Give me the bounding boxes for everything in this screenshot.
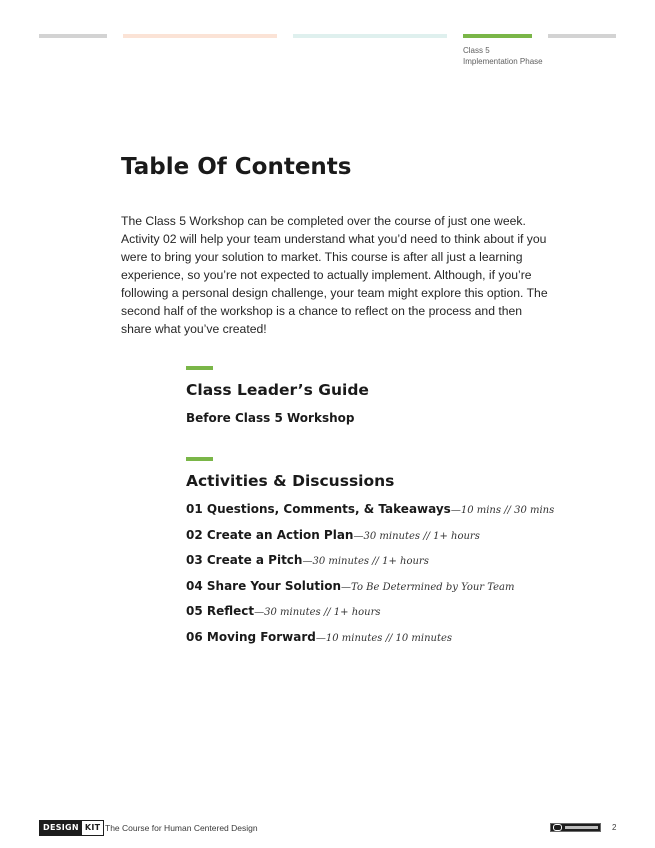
logo-word-kit: KIT xyxy=(82,821,104,835)
section-item-list xyxy=(186,499,606,653)
toc-item-detail: —30 minutes // 1+ hours xyxy=(254,607,381,619)
class-label: Class 5 xyxy=(463,46,490,55)
license-strip xyxy=(565,826,598,829)
progress-segment-2 xyxy=(123,34,277,38)
toc-item-title: 03 Create a Pitch xyxy=(186,553,303,568)
toc-item-before-workshop[interactable] xyxy=(186,408,606,434)
toc-item-detail: —To Be Determined by Your Team xyxy=(341,581,515,593)
toc-item-detail: —30 minutes // 1+ hours xyxy=(302,556,429,568)
phase-label xyxy=(463,45,543,67)
toc-item-action-plan[interactable] xyxy=(186,525,606,551)
design-kit-logo xyxy=(39,820,104,836)
intro-paragraph: The Class 5 Workshop can be completed over the course of just one week. Activity 02 will help your team understand what you’d need to think about if you were to bring your solution to market. This course is after all just a learning experience, so you’re not expected to actually implement. Although, if you’re following a personal design challenge, your team might explore this option. The second half of the workshop is a chance to reflect on the process and then share what you’ve created! xyxy=(121,214,548,336)
toc-item-title: 02 Create an Action Plan xyxy=(186,527,354,542)
section-accent-bar xyxy=(186,457,213,461)
toc-item-title: 06 Moving Forward xyxy=(186,629,316,644)
toc-item-detail: —30 minutes // 1+ hours xyxy=(353,530,480,542)
phase-name: Implementation Phase xyxy=(463,57,543,66)
section-item-list xyxy=(186,408,606,434)
page-number: 2 xyxy=(612,823,617,832)
section-heading: Activities & Discussions xyxy=(186,472,395,490)
section-activities-discussions xyxy=(186,457,606,653)
progress-segment-3 xyxy=(293,34,447,38)
toc-item-share-solution[interactable] xyxy=(186,576,606,602)
cc-mark-icon xyxy=(553,824,562,831)
progress-segment-4-active xyxy=(463,34,532,38)
section-class-leaders-guide xyxy=(186,366,606,434)
toc-item-moving-forward[interactable] xyxy=(186,627,606,653)
section-accent-bar xyxy=(186,366,213,370)
progress-segment-1 xyxy=(39,34,107,38)
toc-item-questions-comments[interactable] xyxy=(186,499,606,525)
cc-license-icon xyxy=(550,823,601,832)
footer-course-name: The Course for Human Centered Design xyxy=(105,823,258,833)
section-heading: Class Leader’s Guide xyxy=(186,381,369,399)
toc-item-title: Before Class 5 Workshop xyxy=(186,411,355,425)
toc-item-detail: —10 mins // 30 mins xyxy=(450,505,555,516)
toc-item-title: 01 Questions, Comments, & Takeaways xyxy=(186,502,451,516)
toc-item-create-pitch[interactable] xyxy=(186,550,606,576)
progress-segment-5 xyxy=(548,34,616,38)
toc-item-detail: —10 minutes // 10 minutes xyxy=(315,632,453,644)
page-title: Table Of Contents xyxy=(121,154,352,180)
logo-word-design: DESIGN xyxy=(40,821,82,835)
toc-item-title: 04 Share Your Solution xyxy=(186,578,342,593)
toc-item-reflect[interactable] xyxy=(186,601,606,627)
toc-item-title: 05 Reflect xyxy=(186,604,255,619)
